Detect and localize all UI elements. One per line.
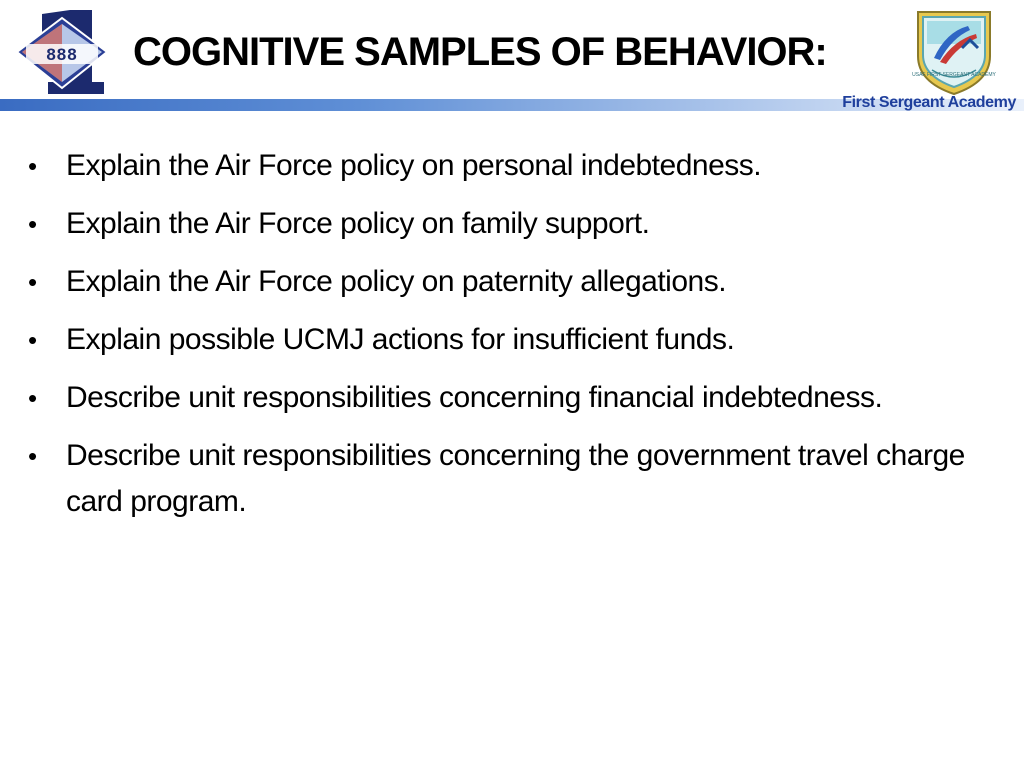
- academy-label: First Sergeant Academy: [842, 94, 1016, 111]
- bullet-dot: •: [28, 441, 37, 471]
- bullet-item: [24, 143, 999, 189]
- bullet-dot: •: [28, 209, 37, 239]
- numeral-one-diamond-emblem-icon: [12, 8, 122, 98]
- slide-title: COGNITIVE SAMPLES OF BEHAVIOR:: [133, 30, 827, 74]
- bullet-text: Describe unit responsibilities concerning the government travel charge card program.: [66, 439, 965, 518]
- shield-seal-text: USAF FIRST SERGEANT ACADEMY: [912, 72, 996, 78]
- bullet-item: [24, 375, 999, 421]
- bullet-text: Describe unit responsibilities concerning financial indebtedness.: [66, 381, 883, 414]
- bullet-list: [24, 143, 999, 537]
- bullet-item: [24, 317, 999, 363]
- bullet-item: [24, 433, 999, 525]
- bullet-dot: •: [28, 267, 37, 297]
- bullet-dot: •: [28, 151, 37, 181]
- bullet-dot: •: [28, 383, 37, 413]
- bullet-text: Explain the Air Force policy on paternity allegations.: [66, 265, 727, 298]
- emblem-glyphs: 888: [46, 45, 78, 64]
- first-sergeant-academy-shield-icon: [906, 4, 1002, 96]
- bullet-text: Explain possible UCMJ actions for insufficient funds.: [66, 323, 735, 356]
- bullet-dot: •: [28, 325, 37, 355]
- bullet-text: Explain the Air Force policy on family support.: [66, 207, 650, 240]
- bullet-item: [24, 259, 999, 305]
- bullet-item: [24, 201, 999, 247]
- bullet-text: Explain the Air Force policy on personal indebtedness.: [66, 149, 762, 182]
